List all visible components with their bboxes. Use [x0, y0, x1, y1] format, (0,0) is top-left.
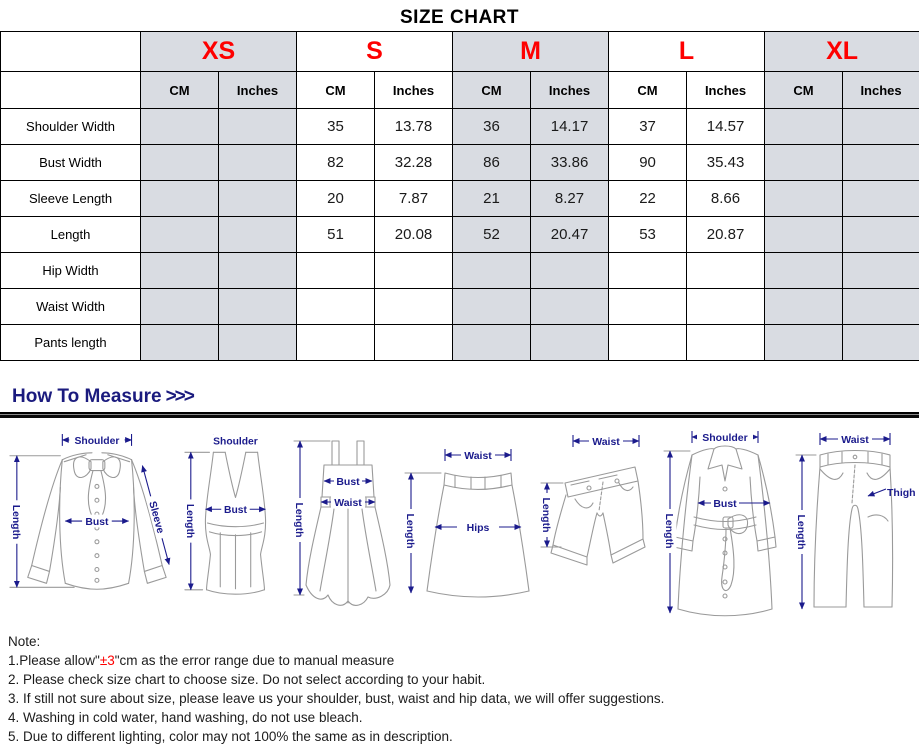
cell: 20: [297, 181, 375, 217]
page-title: SIZE CHART: [400, 7, 519, 28]
row-label: Waist Width: [1, 289, 141, 325]
unit-header: Inches: [375, 72, 453, 109]
cell: [375, 289, 453, 325]
dimension-label-thigh: Thigh: [887, 487, 916, 499]
dimension-label-waist: Waist: [841, 434, 869, 446]
cell: [375, 325, 453, 361]
row-label: Pants length: [1, 325, 141, 361]
cell: [531, 253, 609, 289]
cell: [609, 253, 687, 289]
note-line-3: 3. If still not sure about size, please leave us your shoulder, bust, waist and hip data, we will offer suggestions.: [8, 691, 665, 706]
dimension-label-length: Length: [662, 513, 675, 549]
note-line-5: 5. Due to different lighting, color may not 100% the same as in description.: [8, 729, 453, 744]
cell: 33.86: [531, 145, 609, 181]
note-1-text: 1.Please allow": [8, 653, 100, 668]
table-row-waist-width: [1, 289, 919, 325]
cell: [609, 289, 687, 325]
cell: [843, 217, 919, 253]
dimension-label-shoulder: Shoulder: [212, 436, 258, 448]
cell: 8.27: [531, 181, 609, 217]
dimension-label-length: Length: [540, 497, 552, 533]
shorts-drawing: [541, 467, 645, 565]
cell: 35.43: [687, 145, 765, 181]
table-row-hip-width: [1, 253, 919, 289]
row-label: Shoulder Width: [1, 109, 141, 145]
note-line-1: [8, 651, 919, 670]
corner-cell-2: [1, 72, 141, 109]
size-header-xl: XL: [765, 32, 919, 72]
diagram-slip-dress: [290, 425, 398, 621]
dimension-label-waist: Waist: [463, 450, 492, 462]
cell: 8.66: [687, 181, 765, 217]
diagram-pants: [790, 425, 918, 621]
cell: 7.87: [375, 181, 453, 217]
size-header-m: M: [453, 32, 609, 72]
cell: 14.57: [687, 109, 765, 145]
cell: [609, 325, 687, 361]
dimension-label-length: Length: [403, 513, 416, 549]
note-1-tolerance: ±3: [99, 653, 115, 668]
dimension-label-bust: Bust: [85, 516, 109, 528]
dimension-label-waist: Waist: [592, 436, 620, 448]
unit-header: CM: [297, 72, 375, 109]
how-to-measure-label: How To Measure: [12, 386, 162, 407]
unit-header: Inches: [531, 72, 609, 109]
size-header-xs: XS: [141, 32, 297, 72]
dimension-label-sleeve: Sleeve: [146, 500, 166, 535]
cell: [219, 217, 297, 253]
unit-header: Inches: [843, 72, 919, 109]
row-label: Hip Width: [1, 253, 141, 289]
dimension-label-bust: Bust: [336, 476, 360, 488]
row-label: Bust Width: [1, 145, 141, 181]
table-row-pants-length: [1, 325, 919, 361]
cell: [765, 289, 843, 325]
dimension-label-length: Length: [795, 514, 807, 550]
notes-heading: Note:: [8, 634, 41, 649]
corner-cell: [1, 32, 141, 72]
skirt-dimension-arrows: [411, 449, 521, 593]
cell: 82: [297, 145, 375, 181]
size-header-row: [1, 32, 919, 72]
cell: [765, 325, 843, 361]
cell: 32.28: [375, 145, 453, 181]
cell: [453, 253, 531, 289]
cell: [219, 289, 297, 325]
cell: 22: [609, 181, 687, 217]
cell: [687, 289, 765, 325]
diagram-trench-coat: [654, 425, 790, 621]
row-label: Length: [1, 217, 141, 253]
skirt-drawing: [405, 473, 529, 597]
cell: [141, 145, 219, 181]
section-divider: [0, 412, 919, 418]
diagram-skirt: [399, 425, 533, 621]
dimension-label-length: Length: [183, 503, 195, 539]
table-row-shoulder-width: [1, 109, 919, 145]
cell: 20.47: [531, 217, 609, 253]
dimension-label-length: Length: [293, 502, 305, 538]
cell: [141, 217, 219, 253]
cell: [843, 253, 919, 289]
size-chart-table: [0, 31, 919, 361]
cell: [453, 325, 531, 361]
cell: [765, 145, 843, 181]
cell: [765, 217, 843, 253]
cell: [141, 109, 219, 145]
cell: 36: [453, 109, 531, 145]
cell: [765, 181, 843, 217]
unit-header-row: [1, 72, 919, 109]
cell: [141, 325, 219, 361]
cell: [141, 181, 219, 217]
cell: [297, 289, 375, 325]
unit-header: CM: [141, 72, 219, 109]
cell: [843, 325, 919, 361]
cell: 35: [297, 109, 375, 145]
cell: [297, 253, 375, 289]
pants-dimension-arrows: [802, 433, 890, 609]
cell: [219, 109, 297, 145]
dimension-label-hips: Hips: [466, 522, 489, 534]
size-header-l: L: [609, 32, 765, 72]
cell: [687, 325, 765, 361]
cell: 20.87: [687, 217, 765, 253]
unit-header: CM: [453, 72, 531, 109]
cell: 52: [453, 217, 531, 253]
table-row-length: [1, 217, 919, 253]
cell: [687, 253, 765, 289]
cell: [531, 325, 609, 361]
trench-coat-drawing: [664, 446, 776, 616]
dimension-label-bust: Bust: [712, 498, 737, 510]
blouse-dimension-arrows: [17, 434, 169, 587]
cell: [297, 325, 375, 361]
unit-header: CM: [765, 72, 843, 109]
cell: 21: [453, 181, 531, 217]
notes-section: [8, 632, 919, 746]
how-to-measure-heading: [12, 386, 919, 409]
dimension-label-bust: Bust: [223, 505, 247, 517]
triple-chevron-icon: >>>: [165, 386, 193, 407]
dimension-label-length: Length: [9, 504, 21, 540]
cell: 20.08: [375, 217, 453, 253]
unit-header: CM: [609, 72, 687, 109]
unit-header: Inches: [219, 72, 297, 109]
cell: [219, 181, 297, 217]
cell: [219, 325, 297, 361]
cell: [531, 289, 609, 325]
pants-drawing: [796, 451, 893, 608]
cell: [843, 109, 919, 145]
cell: 90: [609, 145, 687, 181]
dimension-label-shoulder: Shoulder: [74, 435, 120, 447]
cell: [219, 145, 297, 181]
slip-dress-drawing: [294, 441, 390, 605]
cell: 53: [609, 217, 687, 253]
table-row-sleeve-length: [1, 181, 919, 217]
diagram-blouse: [3, 425, 179, 621]
dimension-label-shoulder: Shoulder: [701, 432, 748, 444]
diagram-shorts: [533, 425, 653, 621]
row-label: Sleeve Length: [1, 181, 141, 217]
size-header-s: S: [297, 32, 453, 72]
cell: [843, 181, 919, 217]
cell: [453, 289, 531, 325]
cell: [141, 253, 219, 289]
cell: [141, 289, 219, 325]
cell: [375, 253, 453, 289]
cell: [765, 109, 843, 145]
unit-header: Inches: [687, 72, 765, 109]
cell: 86: [453, 145, 531, 181]
cell: 51: [297, 217, 375, 253]
cell: [843, 145, 919, 181]
cell: [843, 289, 919, 325]
note-1-text-end: "cm as the error range due to manual measure: [114, 653, 395, 668]
note-line-2: 2. Please check size chart to choose size. Do not select according to your habit.: [8, 672, 486, 687]
trench-coat-dimension-arrows: [670, 431, 770, 613]
dimension-label-waist: Waist: [334, 497, 362, 509]
cell: 13.78: [375, 109, 453, 145]
cell: 14.17: [531, 109, 609, 145]
measure-diagrams: [3, 425, 918, 622]
cell: 37: [609, 109, 687, 145]
cell: [219, 253, 297, 289]
cell: [765, 253, 843, 289]
diagram-tank-top: [180, 425, 290, 621]
note-line-4: 4. Washing in cold water, hand washing, do not use bleach.: [8, 710, 363, 725]
table-row-bust-width: [1, 145, 919, 181]
